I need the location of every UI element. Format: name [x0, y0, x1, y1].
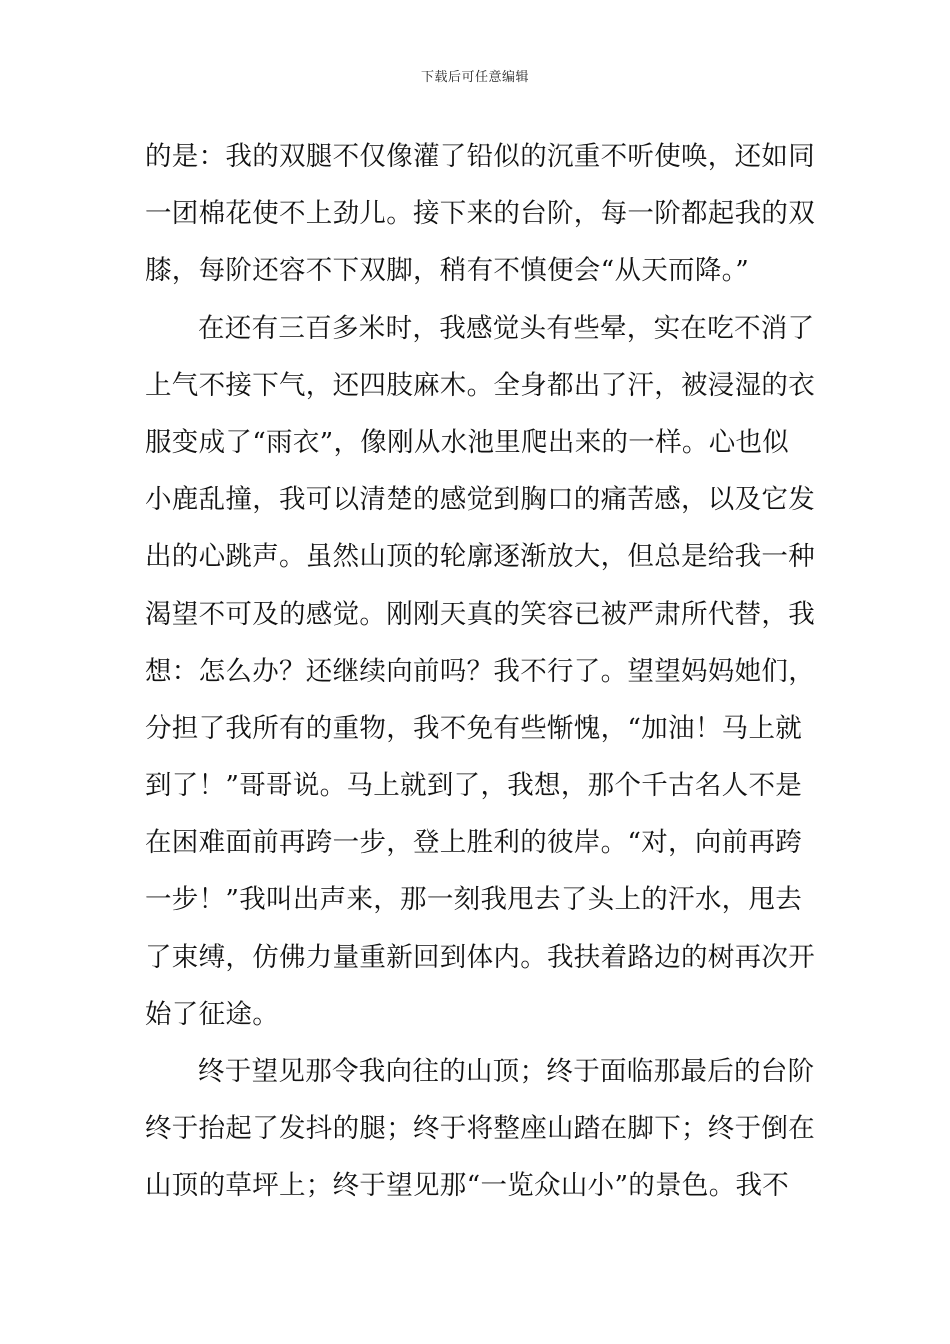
text-line: 终于抬起了发抖的腿；终于将整座山踏在脚下；终于倒在	[145, 1113, 815, 1145]
text-line: 始了征途。	[145, 998, 279, 1030]
page-header: 下载后可任意编辑	[420, 70, 529, 85]
text-line: 到了！”哥哥说。马上就到了，我想，那个千古名人不是	[145, 770, 803, 802]
text-line: 出的心跳声。虽然山顶的轮廓逐渐放大，但总是给我一种	[145, 541, 815, 573]
text-line: 膝，每阶还容不下双脚，稍有不慎便会“从天而降。”	[145, 255, 750, 287]
body-text	[145, 128, 815, 1215]
text-line: 了束缚，仿佛力量重新回到体内。我扶着路边的树再次开	[145, 941, 815, 973]
text-line: 终于望见那令我向往的山顶；终于面临那最后的台阶	[198, 1056, 815, 1087]
text-line: 服变成了“雨衣”，像刚从水池里爬出来的一样。心也似	[145, 426, 790, 458]
text-line: 一步！”我叫出声来，那一刻我甩去了头上的汗水，甩去	[145, 884, 803, 916]
text-line: 在困难面前再跨一步，登上胜利的彼岸。“对，向前再跨	[145, 827, 803, 859]
text-line: 小鹿乱撞，我可以清楚的感觉到胸口的痛苦感，以及它发	[145, 484, 815, 516]
text-line: 在还有三百多米时，我感觉头有些晕，实在吃不消了	[198, 312, 815, 344]
text-line: 分担了我所有的重物，我不免有些惭愧，“加油！马上就	[145, 712, 803, 744]
text-line: 山顶的草坪上；终于望见那“一览众山小”的景色。我不	[145, 1170, 790, 1202]
text-line: 渴望不可及的感觉。刚刚天真的笑容已被严肃所代替，我	[145, 598, 815, 630]
text-line: 想：怎么办？还继续向前吗？我不行了。望望妈妈她们，	[145, 655, 815, 687]
text-line: 一团棉花使不上劲儿。接下来的台阶，每一阶都起我的双	[145, 198, 815, 230]
text-line: 的是：我的双腿不仅像灌了铅似的沉重不听使唤，还如同	[145, 141, 815, 172]
text-line: 上气不接下气，还四肢麻木。全身都出了汗，被浸湿的衣	[145, 369, 815, 401]
